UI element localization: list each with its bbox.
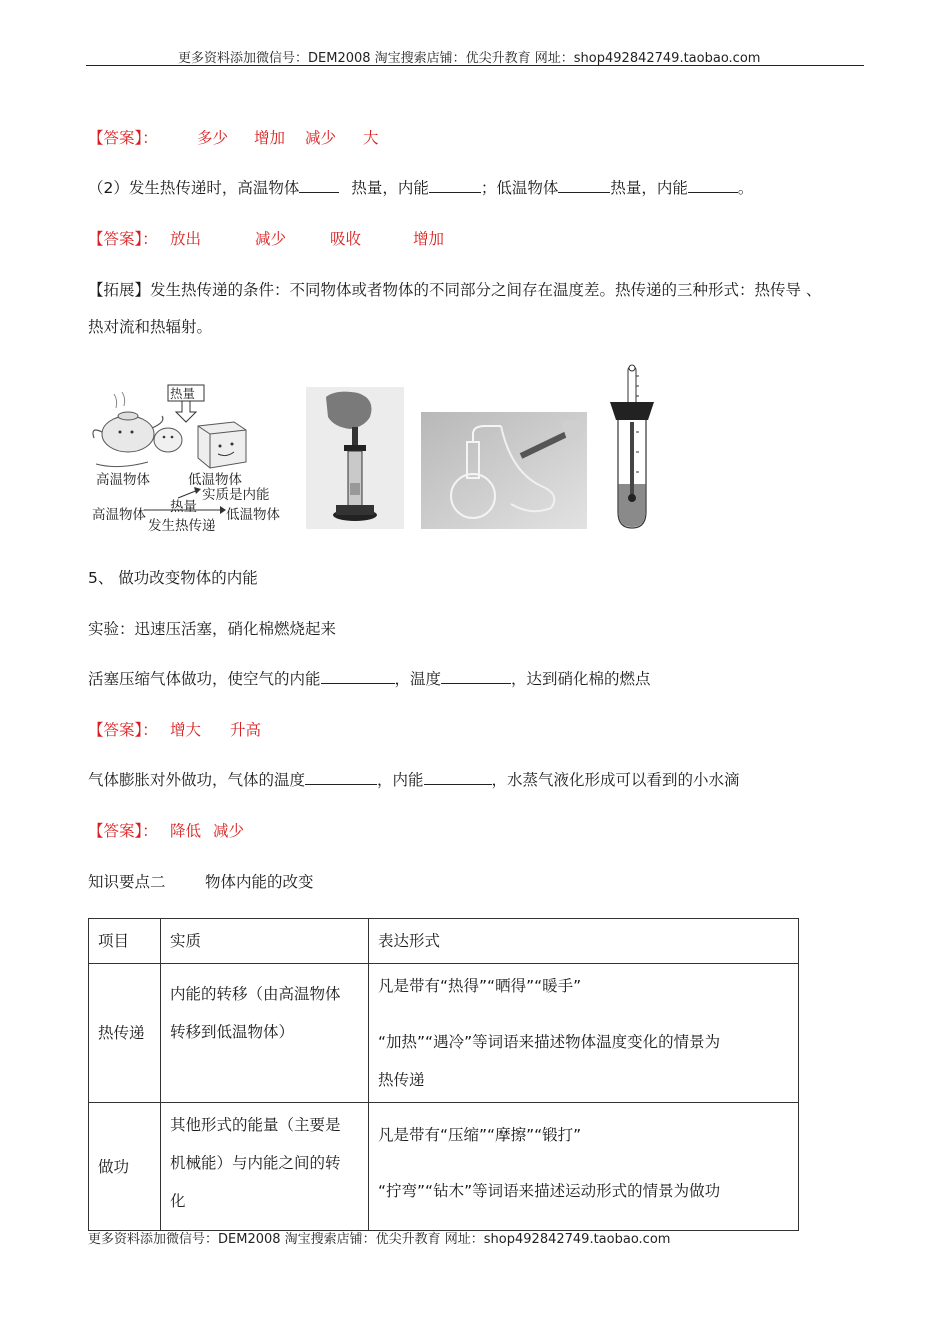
essence-line: 机械能）与内能之间的转 [170, 1154, 341, 1172]
text-part: ，水蒸气液化形成可以看到的小水滴 [491, 771, 740, 789]
cold-object-label: 低温物体 [188, 472, 242, 488]
blank [305, 770, 377, 785]
hot-object-label-2: 高温物体 [92, 507, 146, 523]
cold-object-label-2: 低温物体 [226, 507, 280, 523]
table-cell-essence [161, 964, 369, 1103]
blank [558, 178, 610, 193]
q2-part: ；低温物体 [480, 179, 559, 197]
hot-object-label: 高温物体 [96, 472, 150, 488]
experiment-line: 实验：迅速压活塞，硝化棉燃烧起来 [88, 620, 337, 638]
answer-label: 【答案】： [88, 230, 158, 248]
q2-part: 。 [737, 179, 754, 197]
table-header: 实质 [161, 919, 369, 964]
form-line: “拧弯”“钻木”等词语来描述运动形式的情景为做功 [378, 1182, 721, 1200]
table-cell-item: 热传递 [89, 964, 161, 1103]
q2-part: 热量，内能 [351, 179, 429, 197]
answer-a-item: 升高 [230, 721, 262, 739]
header-rule [86, 65, 864, 66]
form-line: 热传递 [378, 1071, 425, 1089]
extension-line: 【拓展】发生热传递的条件：不同物体或者物体的不同部分之间存在温度差。热传递的三种形式：热传导 、 [88, 281, 822, 299]
test-tube-thermometer [608, 362, 658, 532]
blank [424, 770, 492, 785]
answer2-item: 减少 [255, 230, 287, 248]
piston-apparatus-icon [306, 387, 404, 529]
blank [429, 178, 481, 193]
expansion-line [88, 769, 740, 791]
answer1-item: 大 [363, 129, 379, 147]
flask-photo [421, 412, 587, 529]
table-cell-form [369, 964, 799, 1103]
heat-box-label: 热量 [170, 386, 196, 401]
process-label: 发生热传递 [148, 518, 216, 534]
answer-b-item: 减少 [213, 822, 245, 840]
heat-transfer-diagram [88, 382, 288, 532]
text-part: 气体膨胀对外做功，气体的温度 [88, 771, 306, 789]
table-cell-form [369, 1103, 799, 1231]
table-cell-item: 做功 [89, 1103, 161, 1231]
essence-line: 转移到低温物体） [170, 1023, 295, 1041]
essence-line: 其他形式的能量（主要是 [170, 1116, 341, 1134]
text-part: ，达到硝化棉的燃点 [511, 670, 651, 688]
answer1-item: 多少 [197, 129, 229, 147]
extension-line: 热对流和热辐射。 [88, 318, 213, 336]
text-part: 活塞压缩气体做功，使空气的内能 [88, 670, 321, 688]
answer-label: 【答案】： [88, 822, 158, 840]
section5-title: 5、 做功改变物体的内能 [88, 569, 258, 587]
table-row [89, 1103, 799, 1231]
essence-line: 化 [170, 1192, 186, 1210]
q2-prefix: （2）发生热传递时，高温物体 [88, 179, 300, 197]
blank [688, 178, 738, 193]
flask-pump-icon [421, 412, 587, 529]
text-part: ，温度 [394, 670, 442, 688]
answer2-item: 吸收 [330, 230, 362, 248]
table-header: 表达形式 [369, 919, 799, 964]
table-cell-essence [161, 1103, 369, 1231]
q2-part: 热量，内能 [610, 179, 688, 197]
essence-label: 实质是内能 [202, 487, 270, 503]
answer1-item: 减少 [305, 129, 337, 147]
answer1-item: 增加 [254, 129, 286, 147]
knowledge-table [88, 918, 799, 1231]
page-footer: 更多资料添加微信号：DEM2008 淘宝搜索店铺：优尖升教育 网址：shop492842749.taobao.com [88, 1232, 671, 1247]
knowledge-subtitle: 物体内能的改变 [205, 873, 314, 891]
answer2-item: 增加 [413, 230, 445, 248]
question-2 [88, 177, 753, 199]
table-header-row [89, 919, 799, 964]
form-line: 凡是带有“压缩”“摩擦”“锻打” [378, 1126, 582, 1144]
answer-label: 【答案】： [88, 721, 158, 739]
piston-photo [306, 387, 404, 529]
text-part: ，内能 [377, 771, 424, 789]
form-line: “加热”“遇冷”等词语来描述物体温度变化的情景为 [378, 1033, 721, 1051]
thermometer-icon [608, 362, 658, 532]
blank [299, 178, 339, 193]
essence-line: 内能的转移（由高温物体 [170, 985, 341, 1003]
page-header: 更多资料添加微信号：DEM2008 淘宝搜索店铺：优尖升教育 网址：shop492842749.taobao.com [178, 51, 761, 66]
blank [441, 669, 511, 684]
answer-label: 【答案】： [88, 129, 158, 147]
answer-a-item: 增大 [170, 721, 202, 739]
knowledge-title: 知识要点二 [88, 873, 166, 891]
form-line: 凡是带有“热得”“晒得”“暖手” [378, 977, 582, 995]
heat-arrow-label: 热量 [170, 499, 197, 515]
blank [321, 669, 395, 684]
answer2-item: 放出 [170, 230, 202, 248]
compression-line [88, 668, 651, 690]
table-header: 项目 [89, 919, 161, 964]
answer-b-item: 降低 [170, 822, 202, 840]
table-row [89, 964, 799, 1103]
